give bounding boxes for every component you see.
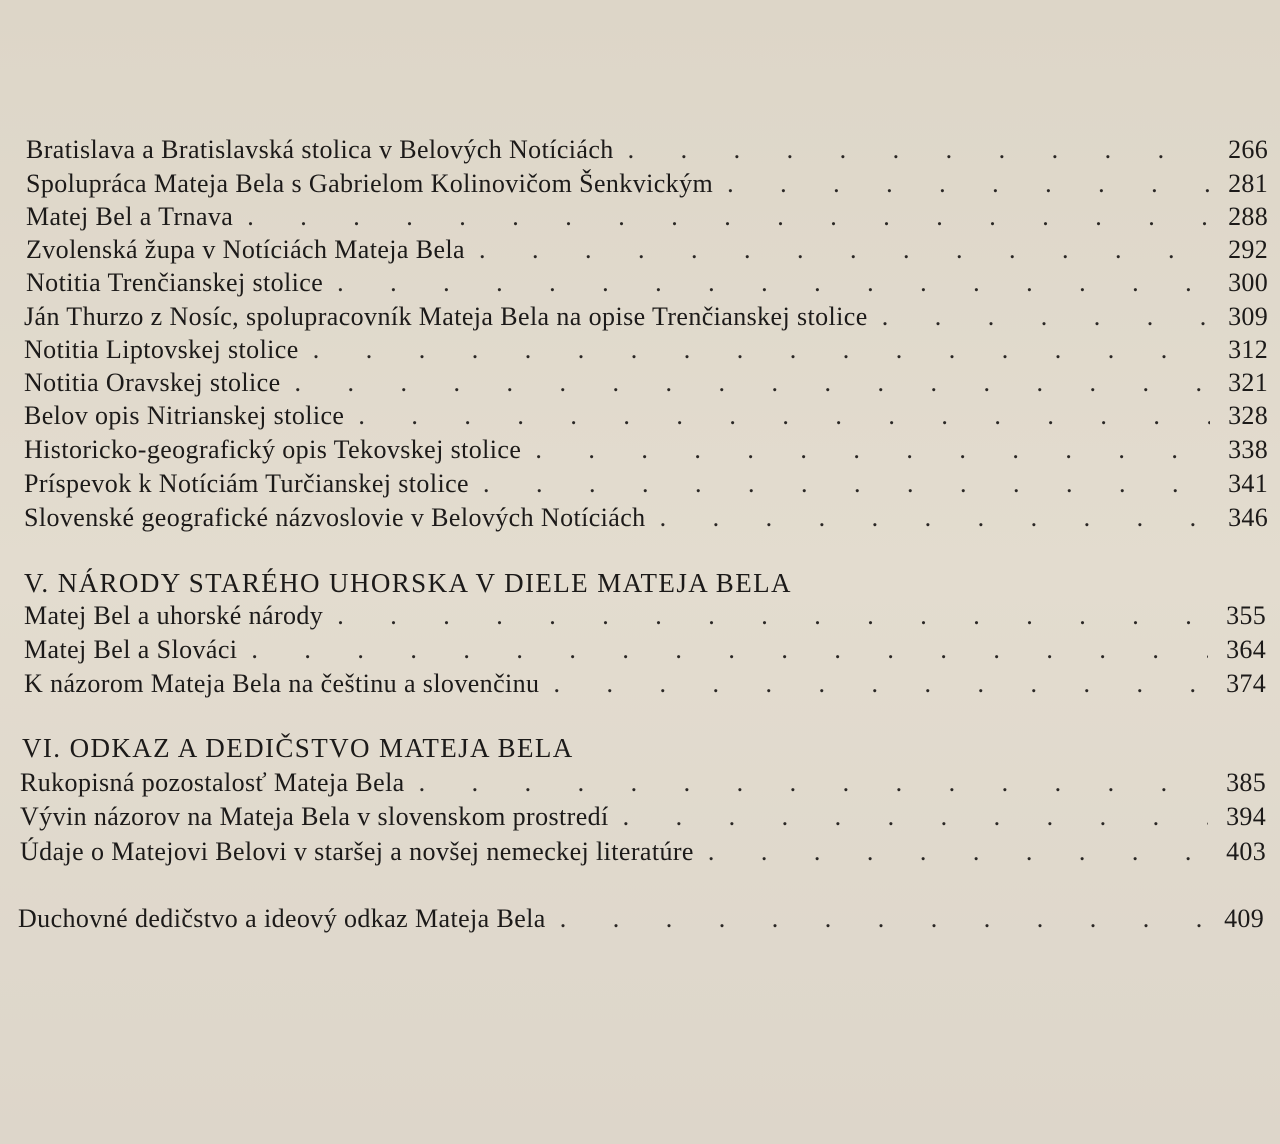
toc-entry-page: 288 [1228, 202, 1268, 231]
toc-entry-title: Údaje o Matejovi Belovi v staršej a novšej nemeckej literatúre [20, 837, 694, 866]
toc-entry-page: 364 [1226, 635, 1266, 664]
toc-entry [24, 468, 1268, 500]
toc-entry-page: 300 [1228, 268, 1268, 297]
toc-entry-page: 309 [1228, 302, 1268, 331]
toc-entry-page: 312 [1228, 335, 1268, 364]
toc-entry-page: 403 [1226, 837, 1266, 866]
toc-entry-page: 338 [1228, 435, 1268, 464]
dot-leader [295, 367, 1210, 399]
toc-entry-page: 394 [1226, 802, 1266, 831]
toc-entry-title: Bratislava a Bratislavská stolica v Belových Notíciách [26, 135, 614, 164]
toc-entry [24, 367, 1268, 399]
toc-entry-page: 292 [1228, 235, 1268, 264]
toc-entry-title: Historicko-geografický opis Tekovskej stolice [24, 435, 522, 464]
toc-entry [26, 234, 1268, 266]
dot-leader [560, 903, 1206, 935]
dot-leader [708, 836, 1208, 868]
toc-entry [24, 600, 1266, 632]
toc-entry [26, 168, 1268, 200]
dot-leader [483, 468, 1210, 500]
toc-entry-page: 321 [1228, 368, 1268, 397]
toc-entry [24, 334, 1268, 366]
toc-entry-title: Belov opis Nitrianskej stolice [24, 401, 345, 430]
toc-entry-title: Notitia Liptovskej stolice [24, 335, 299, 364]
dot-leader [727, 168, 1210, 200]
dot-leader [419, 767, 1208, 799]
toc-entry-title: Rukopisná pozostalosť Mateja Bela [20, 768, 405, 797]
toc-entry-title: Príspevok k Notíciám Turčianskej stolice [24, 469, 469, 498]
toc-entry [24, 502, 1268, 534]
toc-entry-page: 341 [1228, 469, 1268, 498]
toc-entry-title: Duchovné dedičstvo a ideový odkaz Mateja Bela [18, 904, 546, 933]
toc-entry-page: 281 [1228, 169, 1268, 198]
toc-entry-title: Slovenské geografické názvoslovie v Belových Notíciách [24, 503, 646, 532]
toc-entry-title: Matej Bel a uhorské národy [24, 601, 324, 630]
toc-entry-title: Zvolenská župa v Notíciách Mateja Bela [26, 235, 465, 264]
section-heading: V. NÁRODY STARÉHO UHORSKA V DIELE MATEJA BELA [24, 568, 792, 598]
toc-entry [26, 201, 1268, 233]
dot-leader [623, 801, 1208, 833]
section-heading: VI. ODKAZ A DEDIČSTVO MATEJA BELA [22, 733, 574, 763]
toc-entry-title: Matej Bel a Trnava [26, 202, 234, 231]
dot-leader [337, 600, 1208, 632]
dot-leader [628, 134, 1210, 166]
toc-entry [20, 801, 1266, 833]
toc-entry [24, 434, 1268, 466]
dot-leader [251, 634, 1208, 666]
toc-entry-page: 385 [1226, 768, 1266, 797]
toc-entry [24, 301, 1268, 333]
toc-entry [20, 767, 1266, 799]
toc-entry [24, 634, 1266, 666]
toc-entry [24, 668, 1266, 700]
toc-entry-page: 266 [1228, 135, 1268, 164]
toc-entry-title: Notitia Trenčianskej stolice [26, 268, 324, 297]
toc-entry [26, 267, 1268, 299]
toc-entry-title: K názorom Mateja Bela na češtinu a slovenčinu [24, 669, 540, 698]
toc-entry-page: 374 [1226, 669, 1266, 698]
dot-leader [479, 234, 1210, 266]
toc-entry-page: 346 [1228, 503, 1268, 532]
toc-entry-page: 328 [1228, 401, 1268, 430]
dot-leader [358, 400, 1210, 432]
dot-leader [313, 334, 1210, 366]
toc-entry [18, 903, 1264, 935]
toc-entry-title: Vývin názorov na Mateja Bela v slovenskom prostredí [20, 802, 609, 831]
toc-entry [26, 134, 1268, 166]
dot-leader [337, 267, 1210, 299]
toc-entry-title: Spolupráca Mateja Bela s Gabrielom Kolinovičom Šenkvickým [26, 169, 714, 198]
toc-entry-title: Ján Thurzo z Nosíc, spolupracovník Mateja Bela na opise Trenčianskej stolice [24, 302, 868, 331]
toc-entry-page: 355 [1226, 601, 1266, 630]
toc-entry-title: Matej Bel a Slováci [24, 635, 238, 664]
toc-entry [20, 836, 1266, 868]
toc-entry-page: 409 [1224, 904, 1264, 933]
dot-leader [535, 434, 1210, 466]
dot-leader [660, 502, 1210, 534]
dot-leader [553, 668, 1208, 700]
toc-entry-title: Notitia Oravskej stolice [24, 368, 281, 397]
dot-leader [247, 201, 1210, 233]
dot-leader [882, 301, 1210, 333]
toc-entry [24, 400, 1268, 432]
